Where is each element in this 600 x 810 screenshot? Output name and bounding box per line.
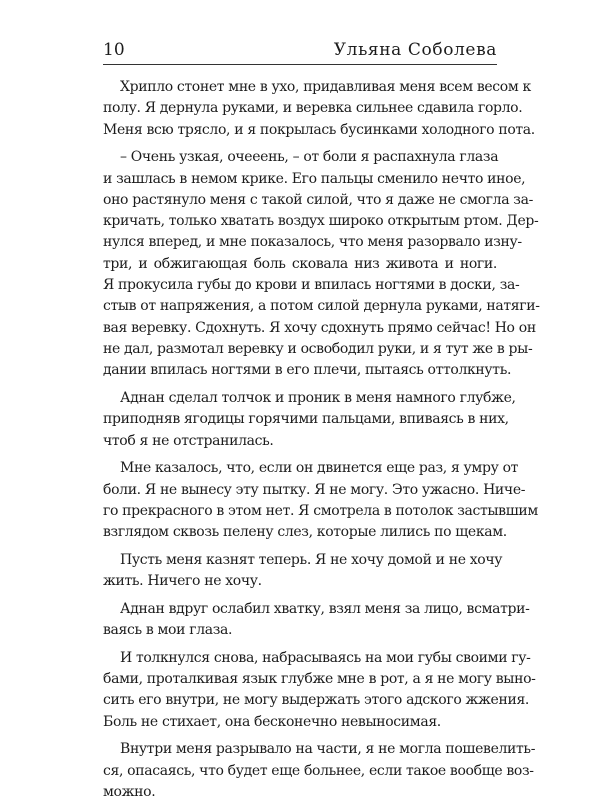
paragraph — [103, 739, 536, 803]
text-line: кричать, только хватать воздух широко открытым ртом. Дер- — [103, 213, 539, 230]
text-line: стыв от напряжения, а потом силой дернула руками, натяги- — [103, 298, 540, 315]
text-line: бами, проталкивая язык глубже мне в рот, а я не могу выно- — [103, 671, 536, 688]
paragraph — [103, 77, 535, 141]
text-line: можно. — [103, 783, 156, 800]
text-line: Аднан вдруг ослабил хватку, взял меня за лицо, всматри- — [120, 600, 530, 617]
header-rule — [103, 64, 497, 65]
text-line: оно растянуло меня с такой силой, что я даже не смогла за- — [103, 191, 533, 208]
page-number: 10 — [103, 40, 125, 60]
text-line: жить. Ничего не хочу. — [103, 573, 262, 590]
text-line: Внутри меня разрывало на части, я не могла пошевелить- — [120, 741, 536, 758]
text-line: Хрипло стонет мне в ухо, придавливая меня всем весом к — [120, 79, 531, 95]
text-line: ся, опасаясь, что будет еще больнее, если такое вообще воз- — [103, 762, 534, 779]
text-line: полу. Я дернула руками, и веревка сильнее сдавила горло. — [103, 100, 523, 117]
text-line: Пусть меня казнят теперь. Я не хочу домой и не хочу — [120, 551, 503, 568]
text-line: Я прокусила губы до крови и впилась ногтями в доски, за- — [103, 277, 520, 294]
paragraph — [103, 648, 536, 733]
paragraph — [103, 388, 516, 452]
text-line: не дал, размотал веревку и освободил руки, и я тут же в ры- — [103, 340, 533, 357]
text-line: чтоб я не отстранилась. — [103, 432, 274, 449]
paragraph — [103, 147, 540, 381]
text-line: И толкнулся снова, набрасываясь на мои губы своими гу- — [120, 649, 531, 666]
paragraph — [103, 550, 503, 593]
paragraph — [103, 458, 538, 543]
text-line: го прекрасного в этом нет. Я смотрела в потолок застывшим — [103, 502, 538, 519]
text-line: Аднан сделал толчок и проник в меня намного глубже, — [120, 389, 516, 406]
text-line: боли. Я не вынесу эту пытку. Я не могу. Это ужасно. Ниче- — [103, 481, 526, 498]
body-text — [103, 77, 540, 810]
text-line: взглядом сквозь пелену слез, которые лились по щекам. — [103, 524, 507, 541]
text-line: сить его внутри, не могу выдержать этого адского жжения. — [103, 692, 530, 709]
text-line: нулся вперед, и мне показалось, что меня разорвало изну- — [103, 234, 522, 251]
text-line: три, и обжигающая боль сковала низ живота и ноги. — [103, 255, 497, 272]
text-line: вая веревку. Сдохнуть. Я хочу сдохнуть прямо сейчас! Но он — [103, 319, 536, 336]
running-head — [103, 40, 497, 64]
running-title-author: Ульяна Соболева — [333, 40, 497, 60]
text-line: – Очень узкая, очееень, – от боли я распахнула глаза — [120, 149, 499, 166]
paragraph — [103, 599, 530, 642]
text-line: и зашлась в немом крике. Его пальцы сменило нечто иное, — [103, 170, 526, 187]
text-line: Боль не стихает, она бесконечно невыносимая. — [103, 713, 441, 730]
text-line: ваясь в мои глаза. — [103, 622, 233, 639]
text-line: приподняв ягодицы горячими пальцами, впиваясь в них, — [103, 411, 509, 428]
text-line: Мне казалось, что, если он двинется еще раз, я умру от — [120, 460, 519, 477]
text-line: дании впилась ногтями в его плечи, пытаясь оттолкнуть. — [103, 362, 512, 379]
text-line: Меня всю трясло, и я покрылась бусинками холодного пота. — [103, 121, 535, 138]
